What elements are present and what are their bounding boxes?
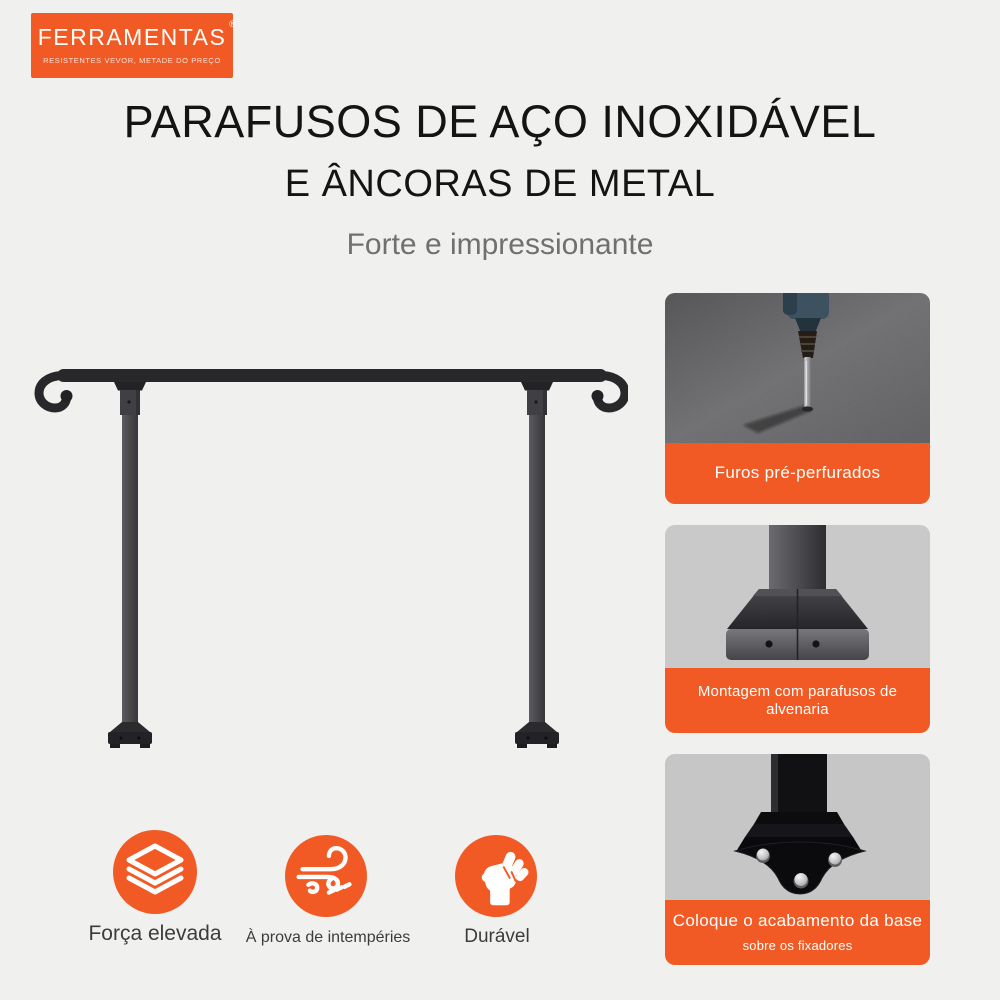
brand-tagline: RESISTENTES VEVOR, METADE DO PREÇO <box>43 56 221 65</box>
card-caption: Montagem com parafusos de alvenaria <box>697 682 898 718</box>
feature-label-durable: Durável <box>464 926 530 947</box>
fist-icon <box>455 835 537 917</box>
post-base-cover-photo <box>665 525 930 668</box>
feature-card-pre-drilled-holes <box>665 293 930 504</box>
card-caption-band <box>665 443 930 504</box>
brand-name <box>37 19 238 50</box>
card-caption: Furos pré-perfurados <box>714 463 881 483</box>
card-caption-band <box>665 900 930 965</box>
feature-card-base-cover <box>665 754 930 965</box>
base-plate-screws-photo <box>665 754 930 900</box>
brand-name-text: FERRAMENTAS <box>37 24 227 50</box>
feature-card-masonry-bolts <box>665 525 930 733</box>
feature-label-strength: Força elevada <box>88 922 222 945</box>
feature-label-weatherproof: À prova de intempéries <box>245 929 411 946</box>
brand-logo <box>31 13 238 78</box>
page-title: PARAFUSOS DE AÇO INOXIDÁVEL <box>123 96 877 147</box>
drill-into-concrete-photo <box>665 293 930 443</box>
left-post <box>108 382 152 748</box>
registered-mark: ® <box>229 19 238 29</box>
page-title-line2: E ÂNCORAS DE METAL <box>284 163 716 205</box>
wind-icon <box>285 835 367 917</box>
card-caption-band <box>665 668 930 733</box>
page-subtitle: Forte e impressionante <box>346 228 654 261</box>
card-caption-line2: sobre os fixadores <box>742 938 853 954</box>
card-caption-line1: Coloque o acabamento da base <box>672 911 923 930</box>
handrail-product-image <box>28 352 628 752</box>
right-post <box>515 382 559 748</box>
layers-icon <box>113 830 197 914</box>
